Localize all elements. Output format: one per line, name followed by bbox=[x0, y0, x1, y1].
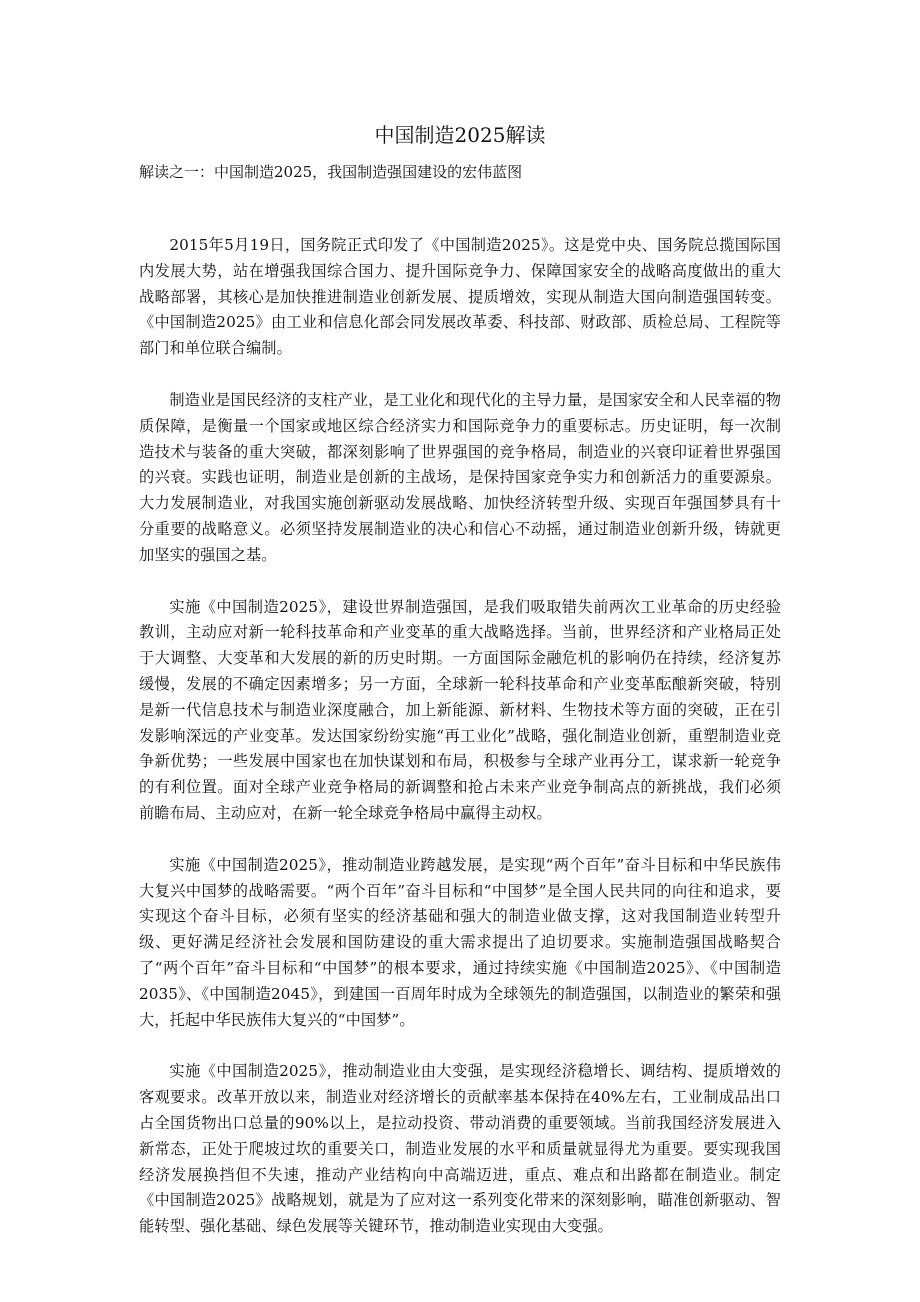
paragraph-4: 实施《中国制造2025》，推动制造业跨越发展，是实现“两个百年”奋斗目标和中华民族伟大复兴中国梦的战略需要。“两个百年”奋斗目标和“中国梦”是全国人民共同的向往和追求，要实现这个奋斗目标，必须有坚实的经济基础和强大的制造业做支撑，这对我国制造业转型升级、更好满足经济社会发展和国防建设的重大需求提出了迫切要求。实施制造强国战略契合了“两个百年”奋斗目标和“中国梦”的根本要求，通过持续实施《中国制造2025》、《中国制造2035》、《中国制造2045》，到建国一百周年时成为全球领先的制造强国，以制造业的繁荣和强大，托起中华民族伟大复兴的“中国梦”。 bbox=[139, 855, 781, 1029]
paragraph-2: 制造业是国民经济的支柱产业，是工业化和现代化的主导力量，是国家安全和人民幸福的物质保障，是衡量一个国家或地区综合经济实力和国际竞争力的重要标志。历史证明，每一次制造技术与装备的重大突破，都深刻影响了世界强国的竞争格局，制造业的兴衰印证着世界强国的兴衰。实践也证明，制造业是创新的主战场，是保持国家竞争实力和创新活力的重要源泉。大力发展制造业，对我国实施创新驱动发展战略、加快经济转型升级、实现百年强国梦具有十分重要的战略意义。必须坚持发展制造业的决心和信心不动摇，通过制造业创新升级，铸就更加坚实的强国之基。 bbox=[139, 390, 781, 564]
paragraph-3: 实施《中国制造2025》，建设世界制造强国，是我们吸取错失前两次工业革命的历史经验教训，主动应对新一轮科技革命和产业变革的重大战略选择。当前，世界经济和产业格局正处于大调整、大变革和大发展的新的历史时期。一方面国际金融危机的影响仍在持续，经济复苏缓慢，发展的不确定因素增多；另一方面，全球新一轮科技革命和产业变革酝酿新突破，特别是新一代信息技术与制造业深度融合，加上新能源、新材料、生物技术等方面的突破，正在引发影响深远的产业变革。发达国家纷纷实施“再工业化”战略，强化制造业创新，重塑制造业竞争新优势；一些发展中国家也在加快谋划和布局，积极参与全球产业再分工，谋求新一轮竞争的有利位置。面对全球产业竞争格局的新调整和抢占未来产业竞争制高点的新挑战，我们必须前瞻布局、主动应对，在新一轮全球竞争格局中赢得主动权。 bbox=[139, 597, 781, 822]
document-subtitle: 解读之一：中国制造2025，我国制造强国建设的宏伟蓝图 bbox=[139, 163, 523, 181]
document-body bbox=[139, 233, 781, 1266]
paragraph-1: 2015年5月19日，国务院正式印发了《中国制造2025》。这是党中央、国务院总揽国际国内发展大势，站在增强我国综合国力、提升国际竞争力、保障国家安全的战略高度做出的重大战略部署，其核心是加快推进制造业创新发展、提质增效，实现从制造大国向制造强国转变。《中国制造2025》由工业和信息化部会同发展改革委、科技部、财政部、质检总局、工程院等部门和单位联合编制。 bbox=[139, 236, 781, 358]
document-title: 中国制造2025解读 bbox=[374, 123, 546, 147]
paragraph-5: 实施《中国制造2025》，推动制造业由大变强，是实现经济稳增长、调结构、提质增效的客观要求。改革开放以来，制造业对经济增长的贡献率基本保持在40%左右，工业制成品出口占全国货物出口总量的90%以上，是拉动投资、带动消费的重要领域。当前我国经济发展进入新常态，正处于爬坡过坎的重要关口，制造业发展的水平和质量就显得尤为重要。要实现我国经济发展换挡但不失速，推动产业结构向中高端迈进，重点、难点和出路都在制造业。制定《中国制造2025》战略规划，就是为了应对这一系列变化带来的深刻影响，瞄准创新驱动、智能转型、强化基础、绿色发展等关键环节，推动制造业实现由大变强。 bbox=[139, 1062, 781, 1236]
